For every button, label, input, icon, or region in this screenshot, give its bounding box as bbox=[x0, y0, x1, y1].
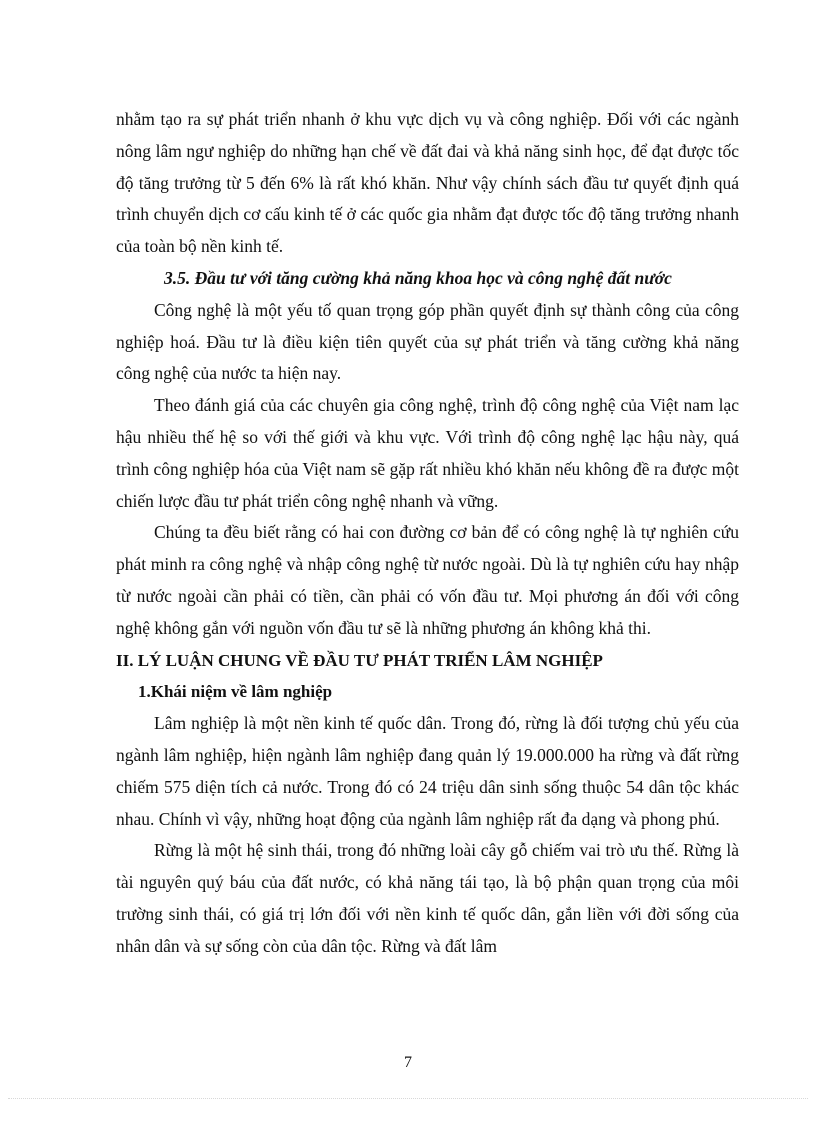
paragraph-forestry-definition: Lâm nghiệp là một nền kinh tế quốc dân. Trong đó, rừng là đối tượng chủ yếu của ngành lâm nghiệp, hiện ngành lâm nghiệp đang quản lý 19.000.000 ha rừng và đất rừng chiếm 575 diện tích cả nước. Trong đó có 24 triệu dân sinh sống thuộc 54 dân tộc khác nhau. Chính vì vậy, những hoạt động của ngành lâm nghiệp rất đa dạng và phong phú. bbox=[116, 713, 739, 829]
paragraph-continuation: nhằm tạo ra sự phát triển nhanh ở khu vực dịch vụ và công nghiệp. Đối với các ngành nông lâm ngư nghiệp do những hạn chế về đất đai và khả năng sinh học, để đạt được tốc độ tăng trưởng từ 5 đến 6% là rất khó khăn. Như vậy chính sách đầu tư quyết định quá trình chuyển dịch cơ cấu kinh tế ở các quốc gia nhằm đạt được tốc độ tăng trưởng nhanh của toàn bộ nền kinh tế. bbox=[116, 109, 739, 257]
page-bottom-divider bbox=[8, 1098, 808, 1099]
paragraph-expert-assessment: Theo đánh giá của các chuyên gia công nghệ, trình độ công nghệ của Việt nam lạc hậu nhiều thế hệ so với thế giới và khu vực. Với trình độ công nghệ lạc hậu này, quá trình công nghiệp hóa của Việt nam sẽ gặp rất nhiều khó khăn nếu không đề ra được một chiến lược đầu tư phát triển công nghệ nhanh và vững. bbox=[116, 395, 739, 511]
page-number: 7 bbox=[404, 1054, 412, 1071]
subsection-heading-3-5: 3.5. Đầu tư với tăng cường khả năng khoa học và công nghệ đất nước bbox=[164, 267, 672, 288]
paragraph-forest-ecosystem: Rừng là một hệ sinh thái, trong đó những loài cây gỗ chiếm vai trò ưu thế. Rừng là tài nguyên quý báu của đất nước, có khả năng tái tạo, là bộ phận quan trọng của môi trường sinh thái, có giá trị lớn đối với nền kinh tế quốc dân, gắn liền với đời sống của nhân dân và sự sống còn của dân tộc. Rừng và đất lâm bbox=[116, 840, 739, 956]
section-heading-ii: II. LÝ LUẬN CHUNG VỀ ĐẦU TƯ PHÁT TRIỂN LÂM NGHIỆP bbox=[116, 650, 603, 670]
paragraph-two-paths: Chúng ta đều biết rằng có hai con đường cơ bản để có công nghệ là tự nghiên cứu phát minh ra công nghệ và nhập công nghệ từ nước ngoài. Dù là tự nghiên cứu hay nhập từ nước ngoài cần phải có tiền, cần phải có vốn đầu tư. Mọi phương án đối với công nghệ không gắn với nguồn vốn đầu tư sẽ là những phương án không khả thi. bbox=[116, 522, 739, 638]
paragraph-technology-role: Công nghệ là một yếu tố quan trọng góp phần quyết định sự thành công của công nghiệp hoá. Đầu tư là điều kiện tiên quyết của sự phát triển và tăng cường khả năng công nghệ của nước ta hiện nay. bbox=[116, 299, 739, 384]
body-text bbox=[116, 104, 739, 963]
heading-forestry-concept: 1.Khái niệm về lâm nghiệp bbox=[138, 682, 333, 702]
